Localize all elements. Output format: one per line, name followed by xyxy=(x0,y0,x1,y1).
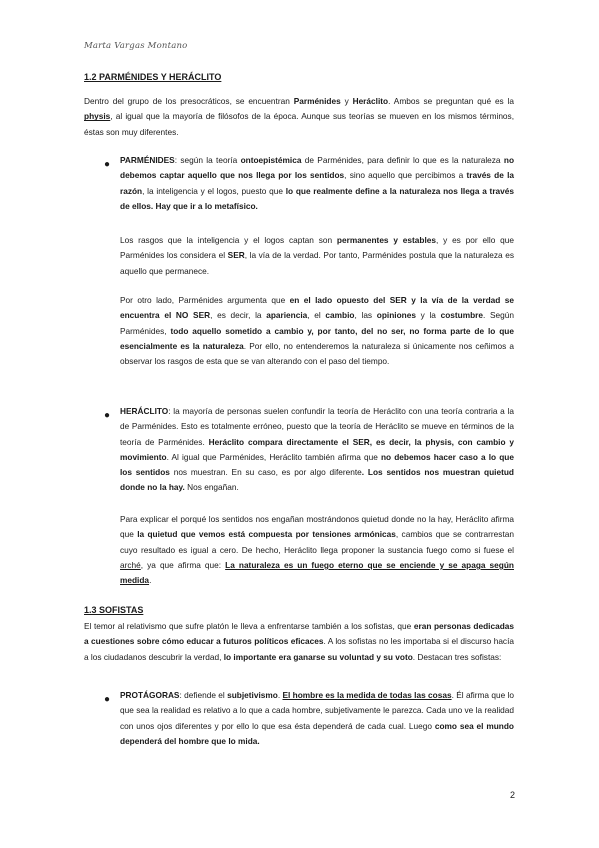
section-heading-parmenides-heraclito: 1.2 PARMÉNIDES Y HERÁCLITO xyxy=(84,72,222,82)
heraclito-paragraph-2: Para explicar el porqué los sentidos nos engañan mostrándonos quietud donde no la hay, Heráclito afirma que la quietud que vemos está compuesta por tensiones armónicas, cambios que se contrarrestan cuyo resultado es igual a cero. De hecho, Heráclito llega proponer la sustancia fuego como si fuese el arché, ya que afirma que: La naturaleza es un fuego eterno que se enciende y se apaga según medida. xyxy=(120,514,514,586)
heraclito-paragraph-1: HERÁCLITO: la mayoría de personas suelen confundir la teoría de Heráclito con una teoría contraria a la de Parménides. Esto es totalmente erróneo, puesto que la teoría de Heráclito se mueve en términos de la teoría de Parménides. Heráclito compara directamente el SER, es decir, la physis, con cambio y movimiento. Al igual que Parménides, Heráclito también afirma que no debemos hacer caso a lo que los sentidos nos muestran. En su caso, es por algo diferente. Los sentidos nos muestran quietud donde no la hay. Nos engañan. xyxy=(120,406,514,493)
page-header-author: Marta Vargas Montano xyxy=(84,41,188,51)
parmenides-paragraph-3: Por otro lado, Parménides argumenta que en el lado opuesto del SER y la vía de la verdad se encuentra el NO SER, es decir, la apariencia, el cambio, las opiniones y la costumbre. Según Parménides, todo aquello sometido a cambio y, por tanto, del no ser, no forma parte de lo que esencialmente es la naturaleza. Por ello, no entenderemos la naturaleza si únicamente nos ceñimos a observar los rasgos de esta que se van alterando con el paso del tiempo. xyxy=(120,295,515,367)
protagoras-paragraph: PROTÁGORAS: defiende el subjetivismo. El hombre es la medida de todas las cosas. Él afirma que lo que sea la realidad es relativo a lo que a cada hombre, subjetivamente le parezca. Cada uno ve la realidad con unos ojos diferentes y por ello lo que esa ésta dependerá de cada cual. Luego como sea el mundo dependerá del hombre que lo mida. xyxy=(120,690,514,746)
section-heading-sofistas: 1.3 SOFISTAS xyxy=(84,605,144,615)
bullet-icon: ● xyxy=(104,694,111,705)
parmenides-paragraph-1: PARMÉNIDES: según la teoría ontoepistémica de Parménides, para definir lo que es la naturaleza no debemos captar aquello que nos llega por los sentidos, sino aquello que percibimos a través de la razón, la inteligencia y el logos, puesto que lo que realmente define a la naturaleza nos llega a través de ellos. Hay que ir a lo metafísico. xyxy=(120,155,515,211)
page-number: 2 xyxy=(509,790,515,800)
bullet-icon: ● xyxy=(104,159,111,170)
parmenides-paragraph-2: Los rasgos que la inteligencia y el logos captan son permanentes y estables, y es por ello que Parménides los considera el SER, la vía de la verdad. Por tanto, Parménides postula que la naturaleza es aquello que permanece. xyxy=(120,235,515,276)
bullet-icon: ● xyxy=(104,410,111,421)
sofistas-paragraph: El temor al relativismo que sufre platón le lleva a enfrentarse también a los sofistas, que eran personas dedicadas a cuestiones sobre cómo educar a futuros políticos eficaces. A los sofistas no les importaba si el discurso hacía a los ciudadanos descubrir la verdad, lo importante era ganarse su voluntad y su voto. Destacan tres sofistas: xyxy=(84,621,514,662)
intro-paragraph: Dentro del grupo de los presocráticos, se encuentran Parménides y Heráclito. Ambos se preguntan qué es la physis, al igual que la mayoría de filósofos de la época. Aunque sus teorías se mueven en los mismos términos, éstas son muy diferentes. xyxy=(84,96,514,137)
